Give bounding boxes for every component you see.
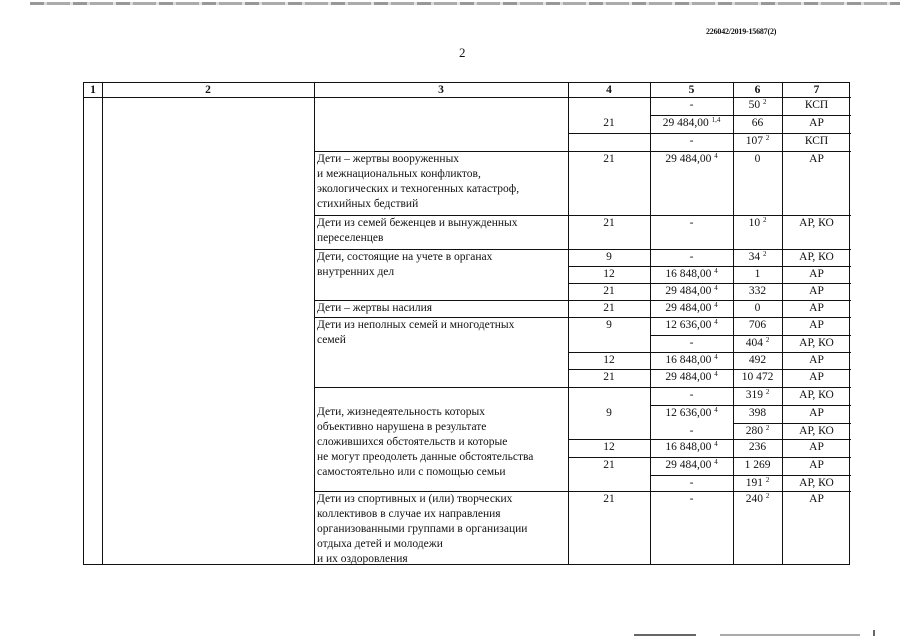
table-rule (314, 83, 315, 565)
cell-col5: - (689, 99, 694, 111)
table-rule (568, 457, 851, 458)
category-text: отдыха детей и молодежи (317, 538, 443, 550)
cell-col5: - (689, 389, 694, 401)
category-text: Дети из неполных семей и многодетных (317, 319, 515, 331)
table-rule (650, 335, 851, 336)
cell-col7: АР, КО (799, 251, 834, 263)
cell-col5: 29 484,00 $^4$ (665, 458, 718, 471)
cell-col4: 21 (603, 153, 615, 165)
header-cell-4: 4 (606, 84, 612, 96)
cell-col6: 236 (748, 441, 767, 453)
cell-col4: 12 (603, 354, 615, 366)
page-number: 2 (459, 45, 466, 60)
header-cell-5: 5 (688, 84, 695, 96)
cell-col6: 34 $^2$ (748, 250, 767, 263)
cell-col5: - (689, 251, 694, 263)
cell-col6: 0 (754, 302, 761, 314)
cell-col4: 21 (603, 459, 615, 471)
category-text: внутренних дел (317, 266, 395, 278)
cell-col7: АР (809, 354, 824, 366)
cell-col7: КСП (804, 99, 829, 111)
header-cell-3: 3 (438, 84, 444, 96)
cell-col7: АР, КО (799, 389, 834, 401)
category-text: стихийных бедствий (317, 198, 419, 210)
table-rule (568, 133, 851, 134)
cell-col7: АР, КО (799, 477, 834, 489)
cell-col7: АР (809, 441, 824, 453)
table-rule (84, 97, 851, 98)
category-text: не могут преодолеть данные обстоятельства (317, 451, 534, 463)
category-text: организованными группами в организации (317, 523, 528, 535)
cell-col6: 191 $^2$ (745, 476, 770, 489)
cell-col7: АР (809, 153, 824, 165)
cell-col5: 29 484,00 $^4$ (665, 370, 718, 383)
category-text: сложившихся обстоятельств и которые (317, 436, 508, 448)
category-text: Дети из семей беженцев и вынужденных (317, 217, 518, 229)
table-rule (568, 283, 851, 284)
data-table (83, 82, 850, 565)
scan-bottom-mark (720, 634, 860, 636)
category-text: объективно нарушена в результате (317, 421, 487, 433)
cell-col7: АР (809, 371, 824, 383)
category-text: Дети – жертвы вооруженных (317, 153, 460, 165)
cell-col5: 29 484,00 $^{1,4}$ (662, 116, 721, 129)
table-rule (650, 475, 851, 476)
cell-col4: 21 (603, 493, 615, 505)
cell-col6: 240 $^2$ (745, 492, 770, 505)
category-text: семей (317, 334, 346, 346)
cell-col6: 319 $^2$ (745, 388, 770, 401)
cell-col6: 107 $^2$ (745, 134, 770, 147)
category-text: Дети, жизнедеятельность которых (317, 406, 486, 418)
header-cell-2: 2 (205, 84, 211, 96)
scan-bottom-mark (873, 630, 875, 636)
cell-col5: - (689, 493, 694, 505)
table-rule (650, 405, 851, 406)
cell-col4: 21 (603, 217, 615, 229)
cell-col4: 21 (603, 302, 615, 314)
cell-col4: 9 (606, 251, 612, 263)
cell-col6: 1 (754, 268, 761, 280)
cell-col4: 21 (603, 285, 615, 297)
cell-col7: КСП (804, 135, 829, 147)
table-rule (314, 249, 851, 250)
table-rule (314, 387, 851, 388)
cell-col5: - (689, 135, 694, 147)
cell-col6: 398 (748, 407, 767, 419)
cell-col4: 12 (603, 268, 615, 280)
cell-col7: АР, КО (799, 337, 834, 349)
scan-top-edge (30, 2, 900, 5)
scan-bottom-mark (634, 634, 696, 636)
cell-col7: АР, КО (799, 217, 834, 229)
table-rule (733, 423, 851, 424)
table-rule (568, 439, 851, 440)
category-text: самостоятельно или с помощью семьи (317, 466, 506, 478)
cell-col7: АР, КО (799, 425, 834, 437)
cell-col6: 10 $^2$ (748, 216, 767, 229)
cell-col4: 21 (603, 117, 615, 129)
cell-col5: 29 484,00 $^4$ (665, 152, 718, 165)
category-text: Дети из спортивных и (или) творческих (317, 493, 513, 505)
category-text: и межнациональных конфликтов, (317, 168, 481, 180)
cell-col7: АР (809, 459, 824, 471)
table-rule (568, 266, 851, 267)
cell-col7: АР (809, 285, 824, 297)
cell-col5: - (689, 217, 694, 229)
cell-col6: 280 $^2$ (745, 424, 770, 437)
category-text: коллективов в случае их направления (317, 508, 501, 520)
category-text: переселенцев (317, 232, 384, 244)
header-cell-1: 1 (90, 84, 96, 96)
table-rule (650, 115, 851, 116)
cell-col4: 9 (606, 319, 612, 331)
table-rule (102, 83, 103, 565)
cell-col5: 29 484,00 $^4$ (665, 284, 718, 297)
category-text: Дети, состоящие на учете в органах (317, 251, 493, 263)
cell-col7: АР (809, 117, 824, 129)
cell-col7: АР (809, 268, 824, 280)
cell-col6: 332 (748, 285, 767, 297)
category-text: экологических и техногенных катастроф, (317, 183, 520, 195)
header-cell-6: 6 (754, 84, 761, 96)
cell-col7: АР (809, 407, 824, 419)
cell-col5: 16 848,00 $^4$ (665, 440, 718, 453)
cell-col4: 21 (603, 371, 615, 383)
cell-col6: 492 (748, 354, 767, 366)
cell-col6: 0 (754, 153, 761, 165)
category-text: и их оздоровления (317, 553, 408, 565)
cell-col7: АР (809, 493, 824, 505)
header-cell-7: 7 (813, 84, 820, 96)
cell-col6: 10 472 (741, 371, 774, 383)
category-text: Дети – жертвы насилия (317, 302, 433, 314)
table-rule (314, 151, 851, 152)
cell-col5: 16 848,00 $^4$ (665, 267, 718, 280)
cell-col6: 50 $^2$ (748, 98, 767, 111)
table-rule (314, 317, 851, 318)
cell-col6: 706 (748, 319, 767, 331)
table-rule (568, 369, 851, 370)
cell-col4: 12 (603, 441, 615, 453)
cell-col5: 29 484,00 $^4$ (665, 301, 718, 314)
cell-col5: 12 636,00 $^4$ (665, 406, 718, 419)
cell-col7: АР (809, 319, 824, 331)
table-rule (314, 491, 851, 492)
cell-col5: - (689, 425, 694, 437)
cell-col5: 12 636,00 $^4$ (665, 318, 718, 331)
table-rule (568, 352, 851, 353)
table-rule (314, 300, 851, 301)
cell-col6: 1 269 (744, 459, 771, 471)
cell-col6: 66 (751, 117, 764, 129)
cell-col4: 9 (606, 407, 612, 419)
cell-col5: 16 848,00 $^4$ (665, 353, 718, 366)
table-rule (314, 215, 851, 216)
cell-col5: - (689, 337, 694, 349)
cell-col5: - (689, 477, 694, 489)
cell-col7: АР (809, 302, 824, 314)
cell-col6: 404 $^2$ (745, 336, 770, 349)
document-number: 226042/2019-15687(2) (706, 27, 777, 36)
